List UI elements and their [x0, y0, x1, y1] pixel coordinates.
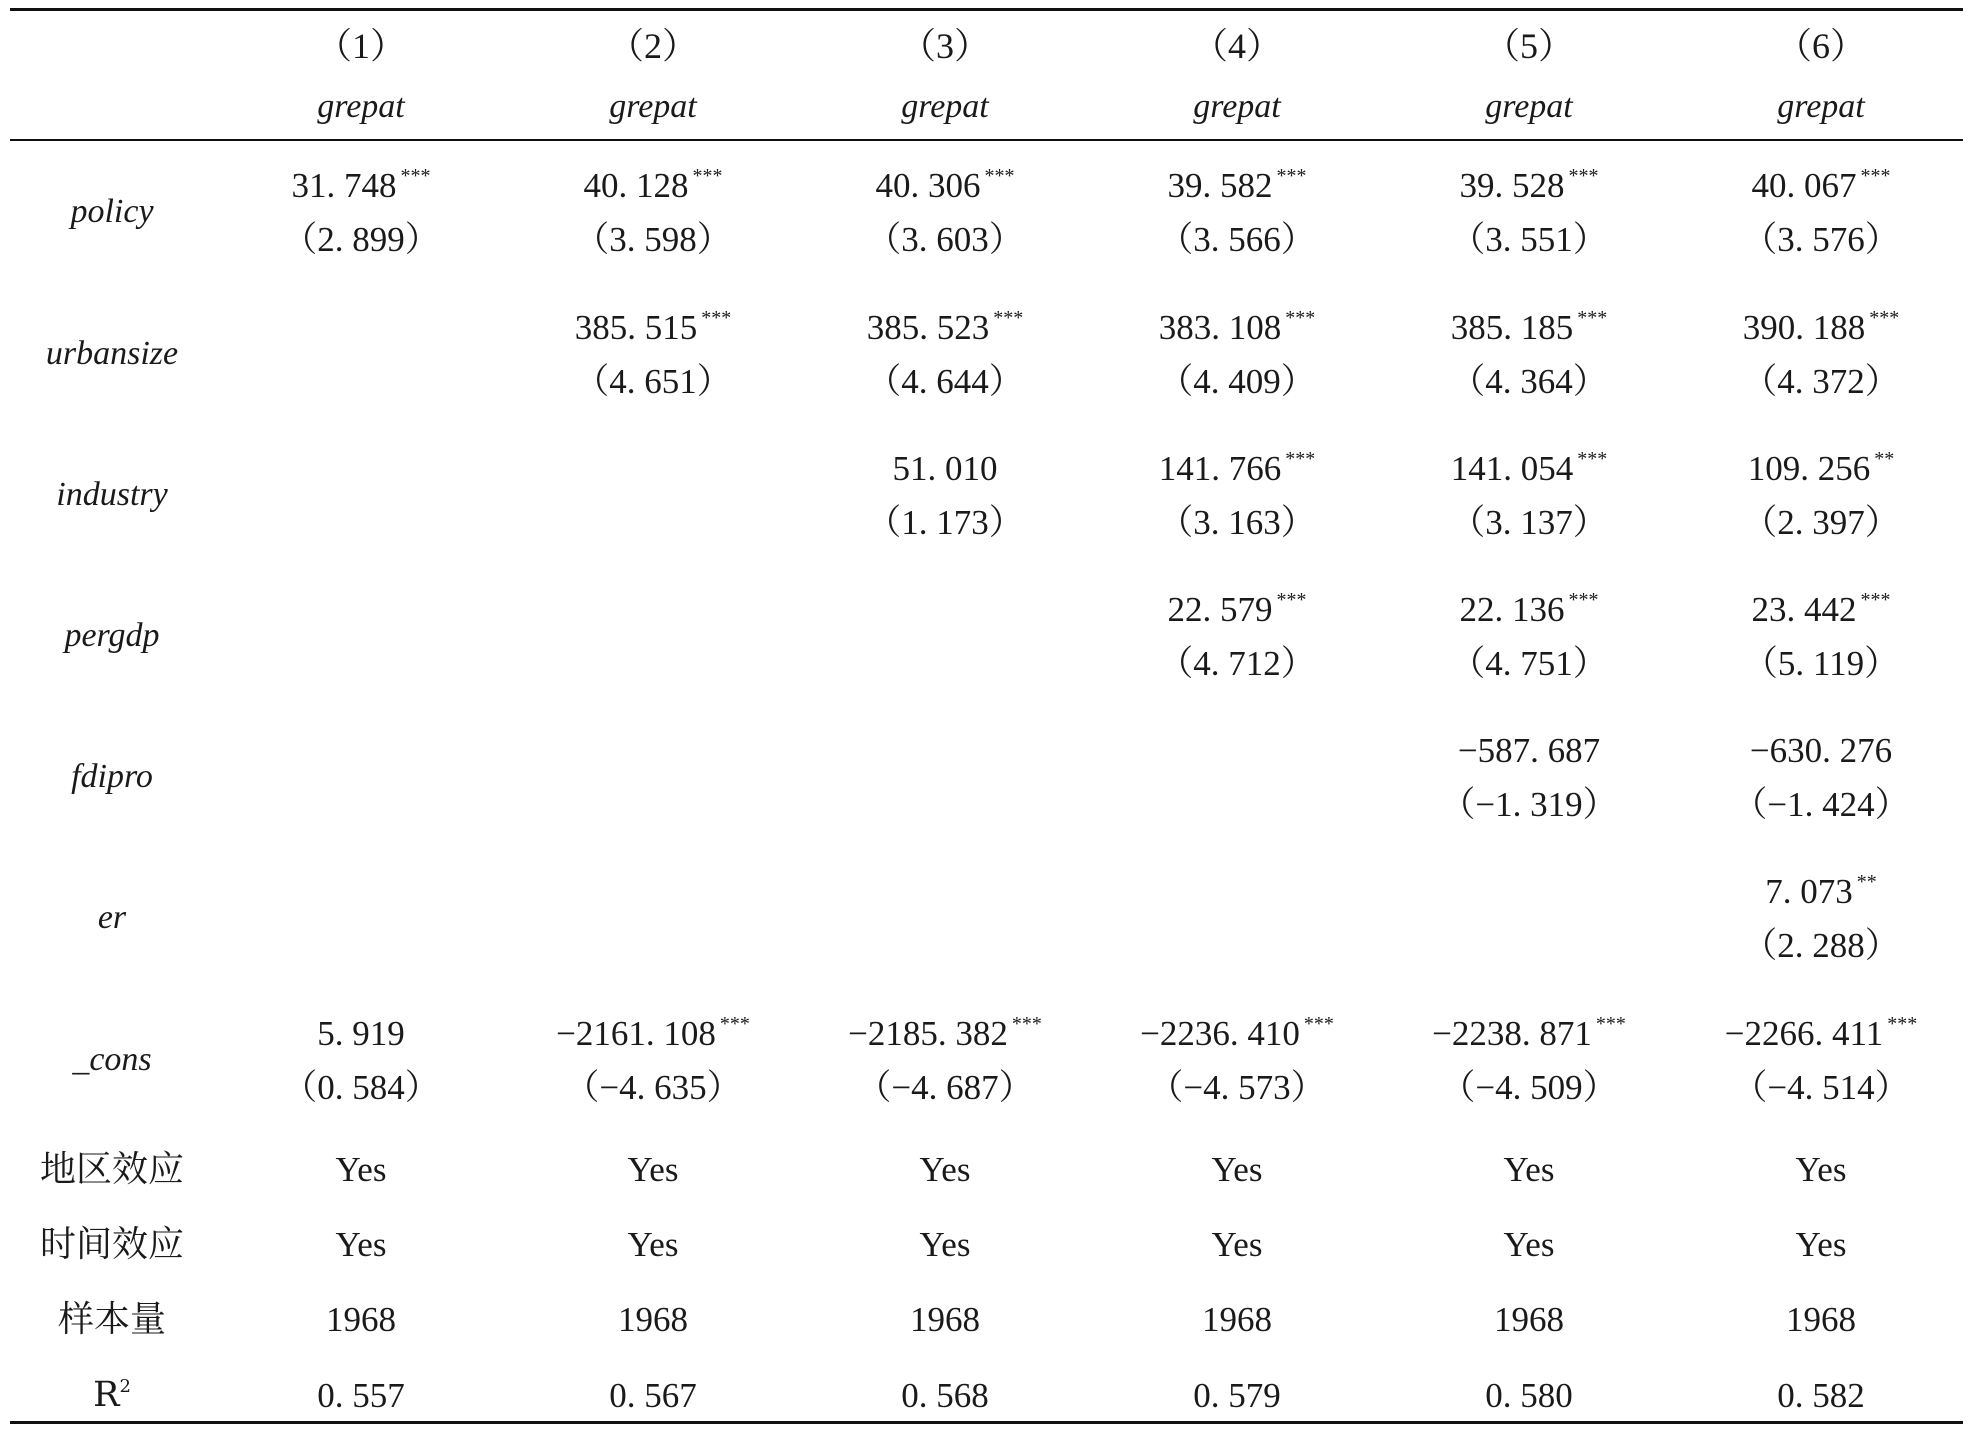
- summary-value-cell: Yes: [1503, 1225, 1555, 1264]
- coefficient-value: 141. 766: [1158, 449, 1282, 488]
- t-statistic-cell: （4. 751）: [1450, 644, 1608, 683]
- t-statistic-cell: （−4. 509）: [1440, 1068, 1618, 1107]
- coefficient-value: −630. 276: [1749, 731, 1893, 770]
- coefficient-value: 39. 528: [1459, 166, 1565, 205]
- significance-stars: ***: [1568, 165, 1599, 187]
- significance-stars: ***: [1577, 448, 1608, 470]
- summary-value-cell: 0. 568: [901, 1376, 989, 1415]
- summary-value-cell: 1968: [618, 1300, 688, 1339]
- coefficient-cell: [317, 1016, 405, 1051]
- coefficient-cell: [1724, 1013, 1918, 1053]
- significance-stars: **: [1856, 871, 1877, 893]
- significance-stars: ***: [1577, 307, 1608, 329]
- t-statistic-cell: （−4. 635）: [564, 1068, 742, 1107]
- coefficient-cell: [1459, 589, 1599, 629]
- summary-value-cell: 0. 582: [1777, 1376, 1865, 1415]
- coefficient-cell: [1140, 1013, 1334, 1053]
- significance-stars: ***: [1276, 589, 1307, 611]
- coefficient-cell: [1167, 589, 1307, 629]
- t-statistic-cell: （2. 397）: [1742, 503, 1900, 542]
- summary-value-cell: Yes: [1211, 1150, 1263, 1189]
- t-statistic-cell: （2. 899）: [282, 220, 440, 259]
- coefficient-value: 22. 579: [1167, 590, 1273, 629]
- significance-stars: ***: [692, 165, 723, 187]
- coefficient-cell: [893, 451, 998, 486]
- t-statistic-cell: （3. 137）: [1450, 503, 1608, 542]
- t-statistic-cell: （−4. 573）: [1148, 1068, 1326, 1107]
- row-label-pergdp: pergdp: [64, 617, 160, 654]
- row-label-cons: _cons: [72, 1041, 152, 1078]
- t-statistic-cell: （2. 288）: [1742, 926, 1900, 965]
- t-statistic-cell: （−1. 424）: [1732, 785, 1910, 824]
- t-statistic-cell: （−4. 514）: [1732, 1068, 1910, 1107]
- summary-value-cell: Yes: [335, 1225, 387, 1264]
- significance-stars: ***: [701, 307, 732, 329]
- row-label-policy: policy: [70, 193, 154, 230]
- coefficient-value: −2236. 410: [1140, 1014, 1300, 1053]
- column-depvar-5: grepat: [1485, 88, 1573, 125]
- coefficient-value: 385. 523: [866, 308, 990, 347]
- coefficient-cell: [1459, 165, 1599, 205]
- summary-value-cell: 1968: [326, 1300, 396, 1339]
- t-statistic-cell: （4. 409）: [1158, 362, 1316, 401]
- summary-value-cell: Yes: [335, 1150, 387, 1189]
- significance-stars: ***: [1860, 589, 1891, 611]
- coefficient-cell: [291, 165, 431, 205]
- t-statistic-cell: （4. 644）: [866, 362, 1024, 401]
- coefficient-cell: [875, 165, 1015, 205]
- summary-value-cell: Yes: [1795, 1225, 1847, 1264]
- column-number-2: （2）: [607, 26, 699, 66]
- significance-stars: ***: [1285, 448, 1316, 470]
- r-squared-letter: R: [93, 1375, 120, 1415]
- significance-stars: ***: [1276, 165, 1307, 187]
- column-depvar-3: grepat: [901, 88, 989, 125]
- coefficient-value: −2161. 108: [556, 1014, 716, 1053]
- significance-stars: ***: [719, 1013, 750, 1035]
- summary-value-cell: 0. 579: [1193, 1376, 1281, 1415]
- coefficient-value: −2185. 382: [848, 1014, 1008, 1053]
- t-statistic-cell: （3. 566）: [1158, 220, 1316, 259]
- coefficient-cell: [1158, 448, 1316, 488]
- coefficient-value: 40. 067: [1751, 166, 1857, 205]
- coefficient-value: 5. 919: [317, 1014, 405, 1053]
- t-statistic-cell: （3. 576）: [1742, 220, 1900, 259]
- column-depvar-1: grepat: [317, 88, 405, 125]
- significance-stars: ***: [984, 165, 1015, 187]
- significance-stars: ***: [1285, 307, 1316, 329]
- coefficient-value: 40. 306: [875, 166, 981, 205]
- t-statistic-cell: （1. 173）: [866, 503, 1024, 542]
- coefficient-value: 51. 010: [892, 449, 998, 488]
- r-squared-label: [93, 1375, 131, 1415]
- coefficient-value: 31. 748: [291, 166, 397, 205]
- summary-value-cell: 1968: [910, 1300, 980, 1339]
- coefficient-cell: [848, 1013, 1042, 1053]
- significance-stars: **: [1874, 448, 1895, 470]
- coefficient-value: 39. 582: [1167, 166, 1273, 205]
- significance-stars: ***: [1568, 589, 1599, 611]
- significance-stars: ***: [993, 307, 1024, 329]
- summary-value-cell: Yes: [627, 1225, 679, 1264]
- coefficient-cell: [583, 165, 723, 205]
- r-squared-exponent: 2: [119, 1376, 131, 1397]
- significance-stars: ***: [1303, 1013, 1334, 1035]
- coefficient-value: 7. 073: [1765, 872, 1853, 911]
- coefficient-cell: [1450, 448, 1608, 488]
- coefficient-cell: [1751, 589, 1891, 629]
- top-rule: [10, 8, 1963, 11]
- summary-value-cell: Yes: [1503, 1150, 1555, 1189]
- row-label-er: er: [97, 899, 127, 936]
- summary-value-cell: 0. 580: [1485, 1376, 1573, 1415]
- coefficient-value: 40. 128: [583, 166, 689, 205]
- t-statistic-cell: （5. 119）: [1742, 644, 1900, 683]
- t-statistic-cell: （3. 603）: [866, 220, 1024, 259]
- row-label-fdipro: fdipro: [71, 758, 153, 795]
- coefficient-cell: [1750, 733, 1892, 768]
- summary-row-label: 样本量: [57, 1299, 167, 1340]
- coefficient-value: 390. 188: [1742, 308, 1866, 347]
- column-number-1: （1）: [315, 26, 407, 66]
- significance-stars: ***: [1011, 1013, 1042, 1035]
- t-statistic-cell: （−4. 687）: [856, 1068, 1034, 1107]
- column-number-6: （6）: [1775, 26, 1867, 66]
- coefficient-value: 109. 256: [1747, 449, 1871, 488]
- coefficient-value: 23. 442: [1751, 590, 1857, 629]
- coefficient-value: 385. 185: [1450, 308, 1574, 347]
- t-statistic-cell: （−1. 319）: [1440, 785, 1618, 824]
- summary-value-cell: 1968: [1786, 1300, 1856, 1339]
- summary-value-cell: Yes: [1211, 1225, 1263, 1264]
- column-depvar-6: grepat: [1777, 88, 1865, 125]
- bottom-rule: [10, 1421, 1963, 1424]
- t-statistic-cell: （4. 651）: [574, 362, 732, 401]
- coefficient-cell: [1158, 307, 1316, 347]
- summary-value-cell: Yes: [1795, 1150, 1847, 1189]
- row-label-urbansize: urbansize: [45, 335, 179, 372]
- coefficient-value: 385. 515: [574, 308, 698, 347]
- t-statistic-cell: （4. 364）: [1450, 362, 1608, 401]
- summary-value-cell: 1968: [1202, 1300, 1272, 1339]
- coefficient-value: −2266. 411: [1724, 1014, 1884, 1053]
- significance-stars: ***: [1887, 1013, 1918, 1035]
- column-depvar-2: grepat: [609, 88, 697, 125]
- significance-stars: ***: [400, 165, 431, 187]
- significance-stars: ***: [1860, 165, 1891, 187]
- coefficient-cell: [1450, 307, 1608, 347]
- coefficient-value: 141. 054: [1450, 449, 1574, 488]
- coefficient-cell: [1765, 871, 1877, 911]
- summary-value-cell: 1968: [1494, 1300, 1564, 1339]
- column-depvar-4: grepat: [1193, 88, 1281, 125]
- coefficient-cell: [1458, 733, 1600, 768]
- column-number-3: （3）: [899, 26, 991, 66]
- coefficient-value: −587. 687: [1457, 731, 1601, 770]
- coefficient-cell: [1742, 307, 1900, 347]
- t-statistic-cell: （4. 712）: [1158, 644, 1316, 683]
- coefficient-cell: [1167, 165, 1307, 205]
- t-statistic-cell: （3. 598）: [574, 220, 732, 259]
- summary-value-cell: 0. 567: [609, 1376, 697, 1415]
- coefficient-value: −2238. 871: [1432, 1014, 1592, 1053]
- coefficient-cell: [574, 307, 732, 347]
- summary-row-label: 时间效应: [39, 1224, 185, 1265]
- coefficient-cell: [1751, 165, 1891, 205]
- coefficient-value: 383. 108: [1158, 308, 1282, 347]
- row-label-industry: industry: [56, 476, 168, 513]
- t-statistic-cell: （3. 163）: [1158, 503, 1316, 542]
- coefficient-cell: [866, 307, 1024, 347]
- t-statistic-cell: （3. 551）: [1450, 220, 1608, 259]
- coefficient-cell: [1432, 1013, 1626, 1053]
- summary-value-cell: 0. 557: [317, 1376, 405, 1415]
- summary-value-cell: Yes: [627, 1150, 679, 1189]
- t-statistic-cell: （4. 372）: [1742, 362, 1900, 401]
- column-number-5: （5）: [1483, 26, 1575, 66]
- significance-stars: ***: [1595, 1013, 1626, 1035]
- t-statistic-cell: （0. 584）: [282, 1068, 440, 1107]
- header-rule: [10, 139, 1963, 141]
- summary-row-label: 地区效应: [39, 1149, 185, 1190]
- coefficient-cell: [1747, 448, 1895, 488]
- coefficient-value: 22. 136: [1459, 590, 1565, 629]
- summary-value-cell: Yes: [919, 1225, 971, 1264]
- coefficient-cell: [556, 1013, 750, 1053]
- summary-value-cell: Yes: [919, 1150, 971, 1189]
- significance-stars: ***: [1869, 307, 1900, 329]
- column-number-4: （4）: [1191, 26, 1283, 66]
